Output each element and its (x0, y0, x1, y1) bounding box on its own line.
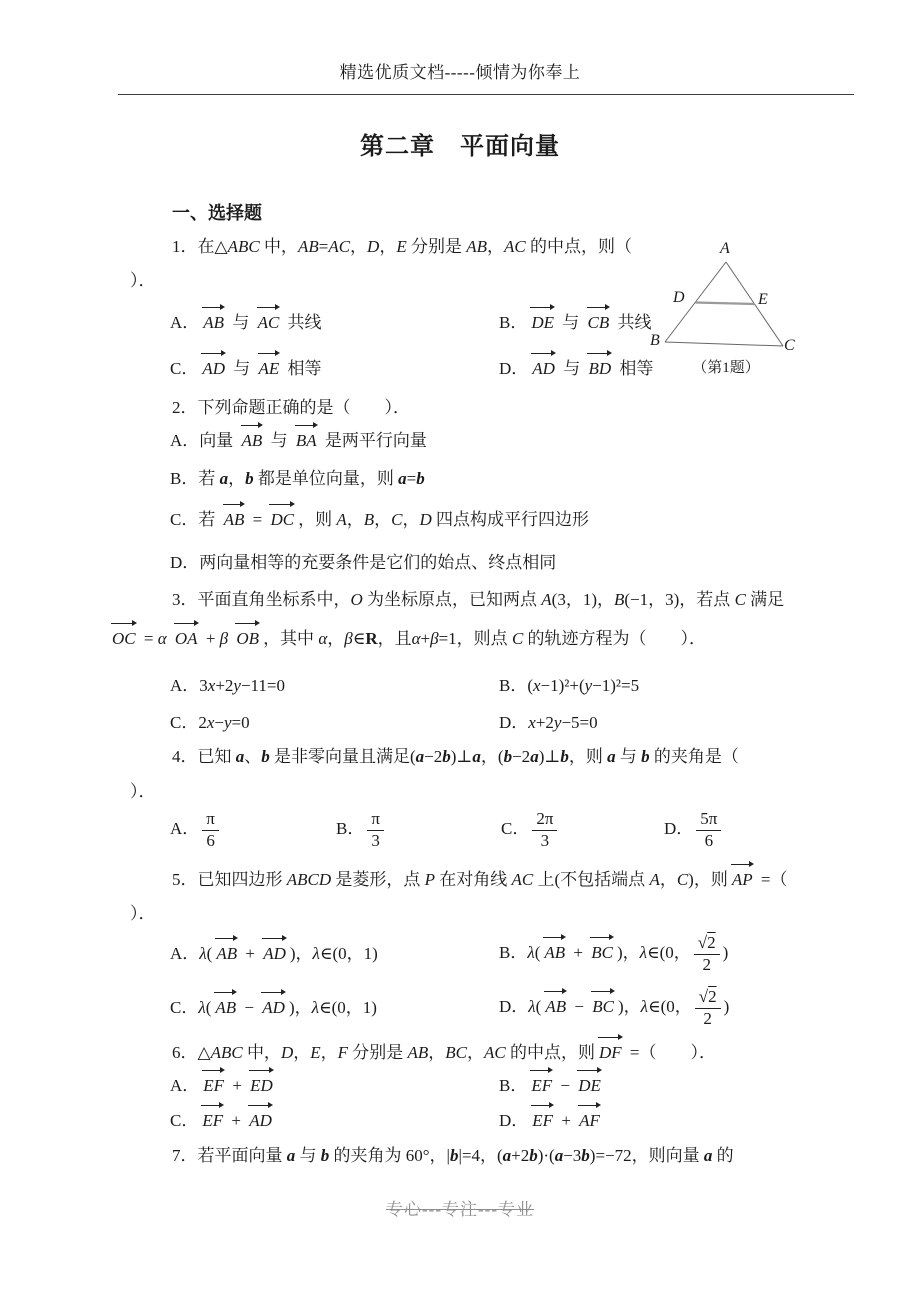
question-6-line-1: 6．△ABC 中，D，E，F 分别是 AB，BC，AC 的中点，则 DF =（ ）． (130, 1040, 716, 1066)
question-4-option-a: A． $\frac{\pi}{6}$ (170, 809, 336, 851)
vertex-label-c: C (784, 337, 795, 354)
question-2-option-b: B．若 a，b 都是单位向量，则 a=b (170, 469, 425, 488)
question-6-option-d: D． EF + AF (499, 1108, 604, 1134)
question-5-option-b: B．λ( AB + BC )，λ∈(0， $\frac{√2}{2}$ ) (499, 933, 729, 974)
question-3-line-1: 3．平面直角坐标系中，O 为坐标原点，已知两点 A(3，1)，B(−1，3)，若点 C 满足 (172, 590, 785, 609)
question-4-options-row (130, 804, 880, 856)
vertex-label-a: A (720, 240, 730, 257)
question-3-option-a: A．3x+2y−11=0 (170, 676, 286, 695)
question-6-options-row-1 (130, 1073, 880, 1099)
question-4-line-1: 4．已知 a、b 是非零向量且满足(a−2b)⊥a，(b−2a)⊥b，则 a 与 b 的夹角是（ (172, 747, 739, 766)
triangle-edge-bc (665, 342, 783, 346)
question-3-line-2: OC = α OA + β OB ，其中 α，β∈R，且α+β=1，则点 C 的轨迹方程为（ ）． (108, 626, 706, 652)
question-4-option-d: D． $\frac{5\pi}{6}$ (664, 809, 724, 851)
vertex-label-b: B (650, 332, 660, 349)
page-title: 第二章 平面向量 (360, 133, 560, 160)
question-1-option-a: A． AB 与 AC 共线 (170, 310, 499, 336)
figure-caption: （第1题） (692, 360, 760, 376)
question-5-line-1: 5．已知四边形 ABCD 是菱形，点 P 在对角线 AC 上(不包括端点 A，C)，则 AP =（ (130, 867, 787, 893)
question-6-option-a: A． EF + ED (170, 1073, 499, 1099)
vertex-label-e: E (758, 291, 768, 308)
header-rule (118, 94, 854, 95)
question-5-options-row-2 (130, 980, 880, 1036)
question-1-line-2: ）． (130, 271, 156, 290)
question-3-option-c: C．2x−y=0 (170, 713, 250, 732)
question-1-option-b: B． DE 与 CB 共线 (499, 310, 652, 336)
question-5-line-2: ）． (130, 904, 156, 923)
question-5-options-row-1 (130, 926, 880, 982)
question-1-figure (646, 240, 806, 382)
question-2-line-1: 2．下列命题正确的是（ ）． (172, 398, 410, 417)
question-1-option-d: D． AD 与 BD 相等 (499, 356, 653, 382)
question-7-line-1: 7．若平面向量 a 与 b 的夹角为 60°，|b|=4，(a+2b)·(a−3b)=−72，则向量 a 的 (172, 1146, 734, 1165)
question-6-option-c: C． EF + AD (170, 1108, 499, 1134)
question-3-option-b: B．(x−1)²+(y−1)²=5 (499, 676, 640, 695)
question-3-options-row-1 (130, 673, 880, 699)
header-text: 精选优质文档-----倾情为你奉上 (339, 63, 581, 82)
question-3-options-row-2 (130, 710, 880, 736)
question-4-line-2: ）． (130, 782, 156, 801)
vertex-label-d: D (673, 289, 685, 306)
question-2-option-a: A．向量 AB 与 BA 是两平行向量 (170, 428, 427, 454)
question-1-option-c: C． AD 与 AE 相等 (170, 356, 499, 382)
question-4-option-b: B． $\frac{\pi}{3}$ (336, 809, 501, 851)
footer-text: 专心---专注---专业 (386, 1200, 534, 1219)
question-5-option-a: A．λ( AB + AD )，λ∈(0，1) (170, 941, 499, 967)
question-5-option-d: D．λ( AB − BC )，λ∈(0， $\frac{√2}{2}$ ) (499, 987, 730, 1028)
question-4-option-c: C． $\frac{2\pi}{3}$ (501, 809, 664, 851)
question-6-option-b: B． EF − DE (499, 1073, 605, 1099)
question-2-option-c: C．若 AB = DC ，则 A，B，C，D 四点构成平行四边形 (170, 507, 589, 533)
question-1-line-1: 1．在△ABC 中，AB=AC，D，E 分别是 AB，AC 的中点，则（ (172, 237, 632, 256)
question-6-options-row-2 (130, 1108, 880, 1134)
question-2-option-d: D．两向量相等的充要条件是它们的始点、终点相同 (170, 553, 557, 572)
question-3-option-d: D．x+2y−5=0 (499, 713, 598, 732)
question-5-option-c: C．λ( AB − AD )，λ∈(0，1) (170, 995, 499, 1021)
section-heading: 一、选择题 (172, 203, 262, 223)
segment-de (696, 303, 755, 305)
